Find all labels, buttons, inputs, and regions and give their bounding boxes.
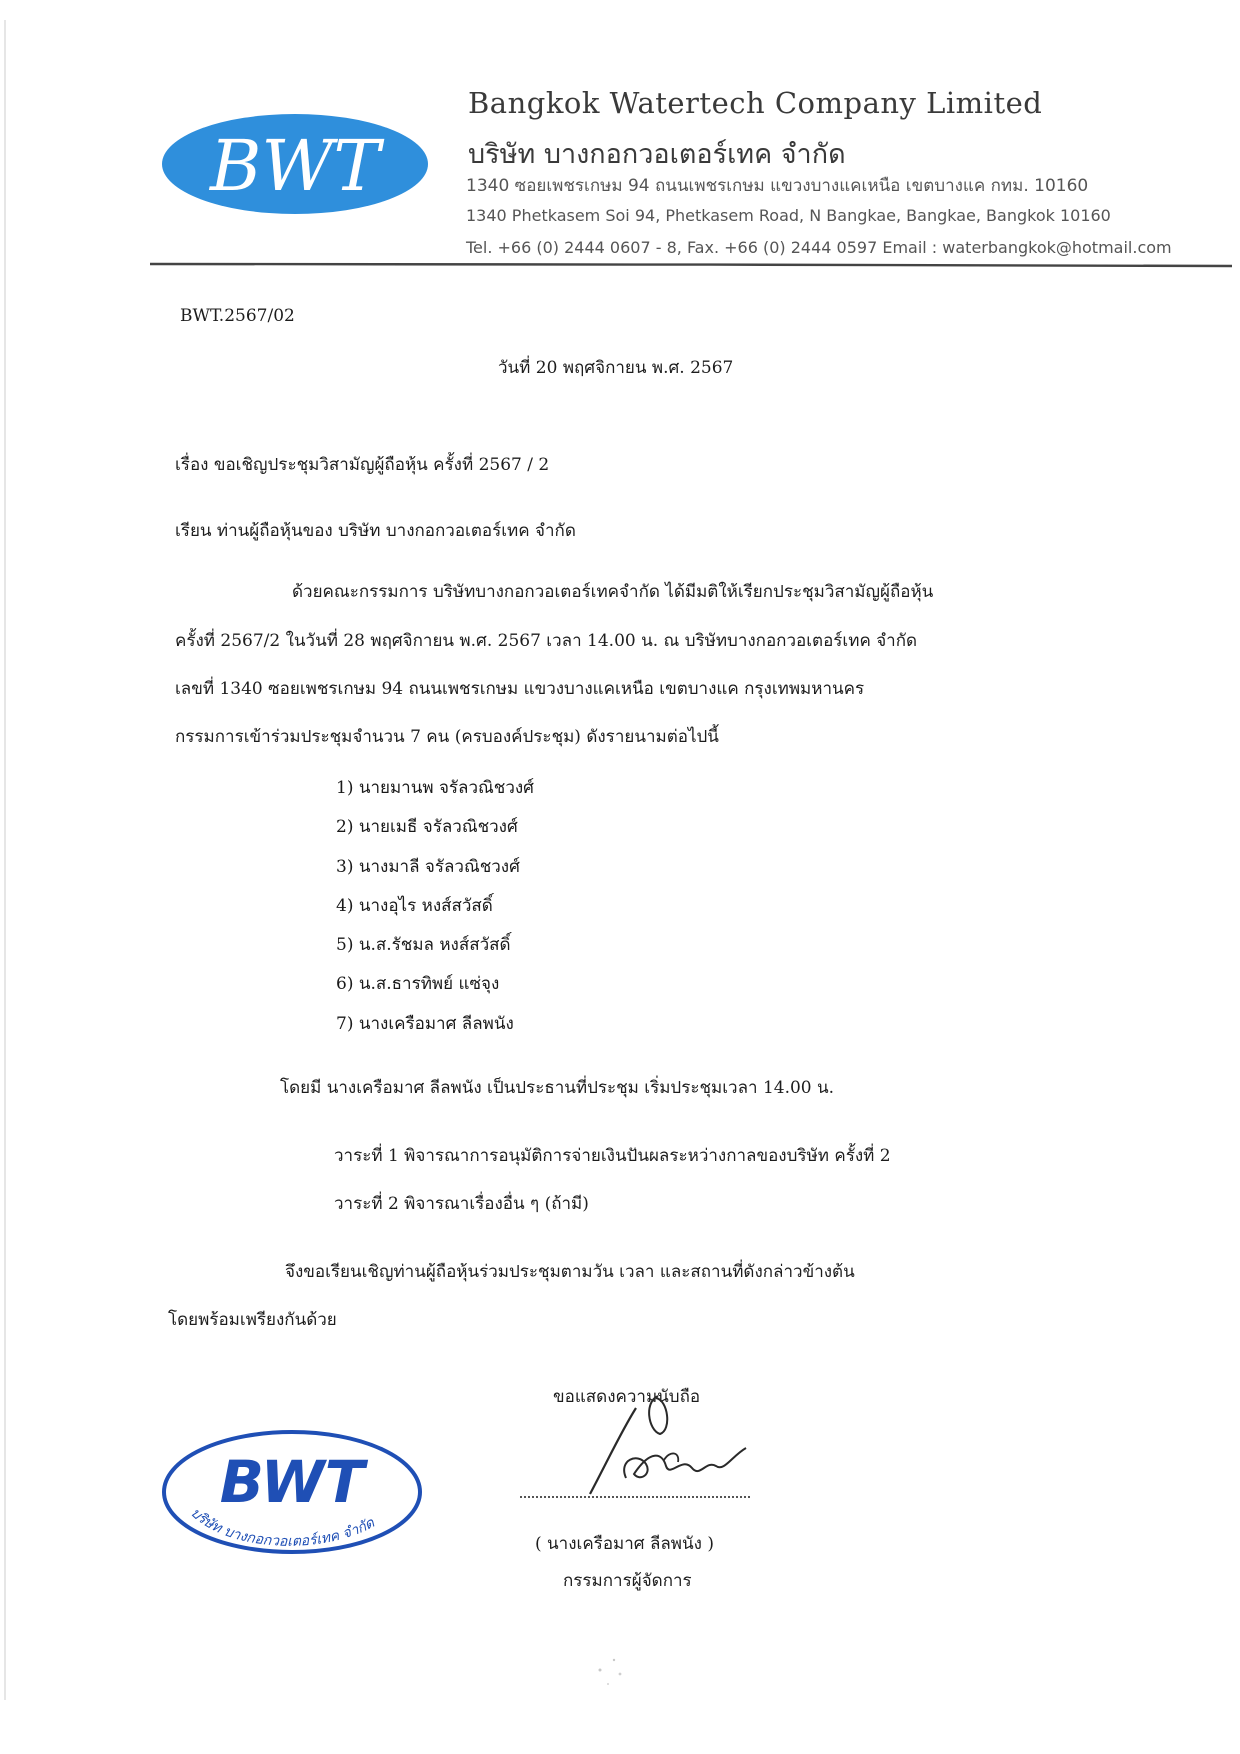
- attendee-list: [336, 776, 534, 1051]
- letter-subject: เรื่อง ขอเชิญประชุมวิสามัญผู้ถือหุ้น ครั้งที่ 2567 / 2: [175, 455, 550, 475]
- body-line: ด้วยคณะกรรมการ บริษัทบางกอกวอเตอร์เทคจำกัด ได้มีมติให้เรียกประชุมวิสามัญผู้ถือหุ้น: [292, 582, 934, 602]
- body-line: ครั้งที่ 2567/2 ในวันที่ 28 พฤศจิกายน พ.ศ. 2567 เวลา 14.00 น. ณ บริษัทบางกอกวอเตอร์เทค จำกัด: [175, 631, 918, 651]
- bwt-logo-text: BWT: [209, 125, 381, 207]
- closing-line: จึงขอเรียนเชิญท่านผู้ถือหุ้นร่วมประชุมตามวัน เวลา และสถานที่ดังกล่าวข้างต้น: [285, 1262, 855, 1282]
- attendee-item: 3) นางมาลี จรัลวณิชวงศ์: [336, 856, 520, 877]
- closing-line: โดยพร้อมเพรียงกันด้วย: [168, 1310, 337, 1330]
- body-line: เลขที่ 1340 ซอยเพชรเกษม 94 ถนนเพชรเกษม แขวงบางแคเหนือ เขตบางแค กรุงเทพมหานคร: [175, 679, 865, 699]
- signer-position: กรรมการผู้จัดการ: [563, 1571, 692, 1591]
- letter-recipient: เรียน ท่านผู้ถือหุ้นของ บริษัท บางกอกวอเตอร์เทค จำกัด: [175, 521, 576, 541]
- company-name-th: บริษัท บางกอกวอเตอร์เทค จำกัด: [468, 139, 846, 170]
- closing-salutation: ขอแสดงความนับถือ: [553, 1387, 701, 1407]
- body-line: กรรมการเข้าร่วมประชุมจำนวน 7 คน (ครบองค์ประชุม) ดังรายนามต่อไปนี้: [175, 727, 719, 747]
- reference-number: BWT.2567/02: [180, 306, 295, 326]
- contact-info: Tel. +66 (0) 2444 0607 - 8, Fax. +66 (0) 2444 0597 Email : waterbangkok@hotmail.com: [466, 238, 1172, 257]
- bwt-logo: [160, 112, 430, 216]
- address-th: 1340 ซอยเพชรเกษม 94 ถนนเพชรเกษม แขวงบางแคเหนือ เขตบางแค กทม. 10160: [466, 176, 1089, 196]
- signer-name: ( นางเครือมาศ ลีลพนัง ): [535, 1534, 714, 1554]
- agenda-item: วาระที่ 1 พิจารณาการอนุมัติการจ่ายเงินปันผลระหว่างกาลของบริษัท ครั้งที่ 2: [334, 1146, 891, 1166]
- attendee-item: 2) นายเมธี จรัลวณิชวงศ์: [336, 817, 518, 838]
- agenda-item: วาระที่ 2 พิจารณาเรื่องอื่น ๆ (ถ้ามี): [334, 1194, 589, 1214]
- scan-specks: [580, 1640, 650, 1700]
- company-name-en: Bangkok Watertech Company Limited: [468, 86, 1043, 120]
- stamp-arc-text: บริษัท บางกอกวอเตอร์เทค จำกัด: [187, 1504, 378, 1550]
- stamp-logo-text: BWT: [219, 1448, 365, 1516]
- attendee-item: 1) นายมานพ จรัลวณิชวงศ์: [336, 778, 534, 798]
- attendee-item: 4) นางอุไร หงส์สวัสดิ์: [336, 895, 493, 916]
- header-rule: [150, 262, 1232, 268]
- attendee-item: 5) น.ส.รัชมล หงส์สวัสดิ์: [336, 935, 511, 956]
- chairperson-line: โดยมี นางเครือมาศ ลีลพนัง เป็นประธานที่ประชุม เริ่มประชุมเวลา 14.00 น.: [280, 1078, 835, 1098]
- company-stamp: [160, 1428, 424, 1556]
- handwritten-signature: [560, 1390, 760, 1500]
- scan-edge-mark: [4, 20, 6, 1700]
- attendee-item: 7) นางเครือมาศ ลีลพนัง: [336, 1013, 514, 1034]
- signature-line: [520, 1496, 750, 1498]
- letter-date: วันที่ 20 พฤศจิกายน พ.ศ. 2567: [498, 358, 734, 378]
- attendee-item: 6) น.ส.ธารทิพย์ แซ่จุง: [336, 974, 500, 995]
- address-en: 1340 Phetkasem Soi 94, Phetkasem Road, N Bangkae, Bangkae, Bangkok 10160: [466, 206, 1111, 225]
